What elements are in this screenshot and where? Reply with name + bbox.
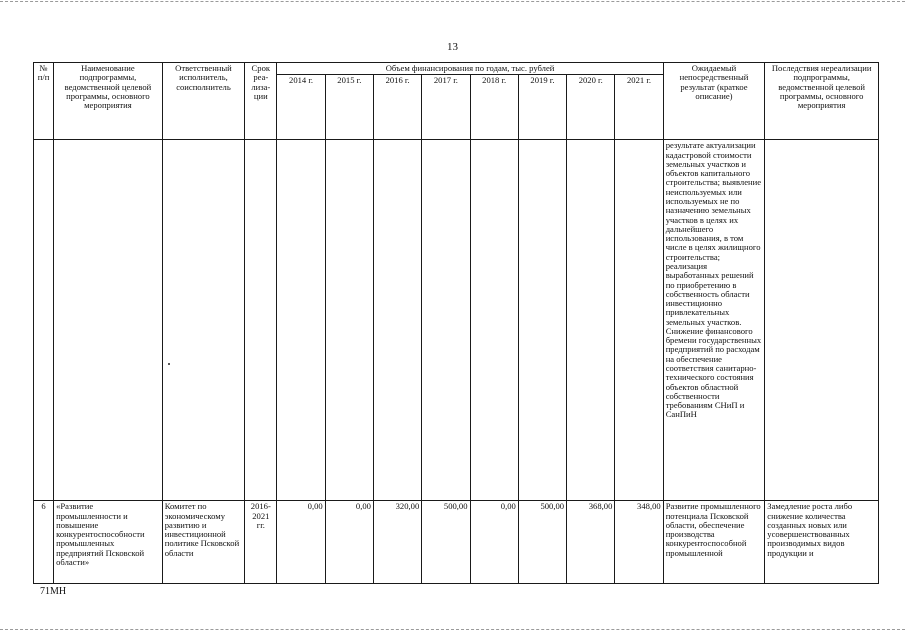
scan-edge-bottom — [0, 629, 905, 632]
header-year: 2021 г. — [615, 75, 663, 140]
cell-empty — [567, 140, 615, 501]
cell-value-2015: 0,00 — [325, 501, 373, 584]
cell-value-2018: 0,00 — [470, 501, 518, 584]
header-year: 2014 г. — [277, 75, 325, 140]
table-row — [34, 501, 879, 584]
cell-executor: Комитет по экономическому развитию и инвестиционной политике Псковской области — [162, 501, 244, 584]
header-term: Срок реа-лиза-ции — [245, 63, 277, 140]
cell-empty — [373, 140, 421, 501]
cell-value-2021: 348,00 — [615, 501, 663, 584]
cell-empty — [162, 140, 244, 501]
cell-term: 2016-2021 гг. — [245, 501, 277, 584]
header-funding-title: Объем финансирования по годам, тыс. рублей — [277, 63, 663, 75]
cell-result: Развитие промышленного потенциала Псковской области, обеспечение производства конкурентоспособной промышленной — [663, 501, 765, 584]
cell-empty — [765, 140, 879, 501]
header-consequences: Последствия нереализации подпрограммы, ведомственной целевой программы, основного мероприятия — [765, 63, 879, 140]
cell-empty — [325, 140, 373, 501]
scan-edge-top — [0, 1, 905, 4]
header-year: 2017 г. — [422, 75, 470, 140]
cell-empty — [277, 140, 325, 501]
header-year: 2018 г. — [470, 75, 518, 140]
table-row-continuation — [34, 140, 879, 501]
cell-consequences: Замедление роста либо снижение количества созданных новых или усовершенствованных производимых видов продукции и — [765, 501, 879, 584]
header-year: 2019 г. — [518, 75, 566, 140]
header-year: 2016 г. — [373, 75, 421, 140]
header-year: 2015 г. — [325, 75, 373, 140]
cell-value-2017: 500,00 — [422, 501, 470, 584]
cell-empty — [422, 140, 470, 501]
cell-value-2014: 0,00 — [277, 501, 325, 584]
cell-name: «Развитие промышленности и повышение конкурентоспособности промышленных предприятий Псковской области» — [54, 501, 163, 584]
header-no: № п/п — [34, 63, 54, 140]
header-result: Ожидаемый непосредственный результат (краткое описание) — [663, 63, 765, 140]
cell-result-continued: результате актуализации кадастровой стоимости земельных участков и объектов капитального строительства; выявление неиспользуемых или используемых не по назначению земельных участков в целях их дальнейшего использования, в том числе в целях жилищного строительства; реализация выработанных решений по приобретению в собственность области инвестиционно привлекательных земельных участков. Снижение финансового бремени государственных предприятий по расходам на обеспечение соответствия санитарно-технического состояния объектов областной собственности требованиям СНиП и СанПиН — [663, 140, 765, 501]
stray-dot-mark — [168, 363, 170, 365]
page-number: 13 — [447, 41, 458, 53]
header-year: 2020 г. — [567, 75, 615, 140]
cell-value-2016: 320,00 — [373, 501, 421, 584]
cell-empty — [54, 140, 163, 501]
cell-empty — [470, 140, 518, 501]
cell-empty — [615, 140, 663, 501]
financing-table — [33, 62, 879, 584]
cell-value-2019: 500,00 — [518, 501, 566, 584]
cell-no: 6 — [34, 501, 54, 584]
header-executor: Ответственный исполнитель, соисполнитель — [162, 63, 244, 140]
footer-code: 71МН — [40, 586, 67, 597]
cell-empty — [34, 140, 54, 501]
cell-empty — [518, 140, 566, 501]
cell-empty — [245, 140, 277, 501]
cell-value-2020: 368,00 — [567, 501, 615, 584]
header-name: Наименование подпрограммы, ведомственной целевой программы, основного мероприятия — [54, 63, 163, 140]
